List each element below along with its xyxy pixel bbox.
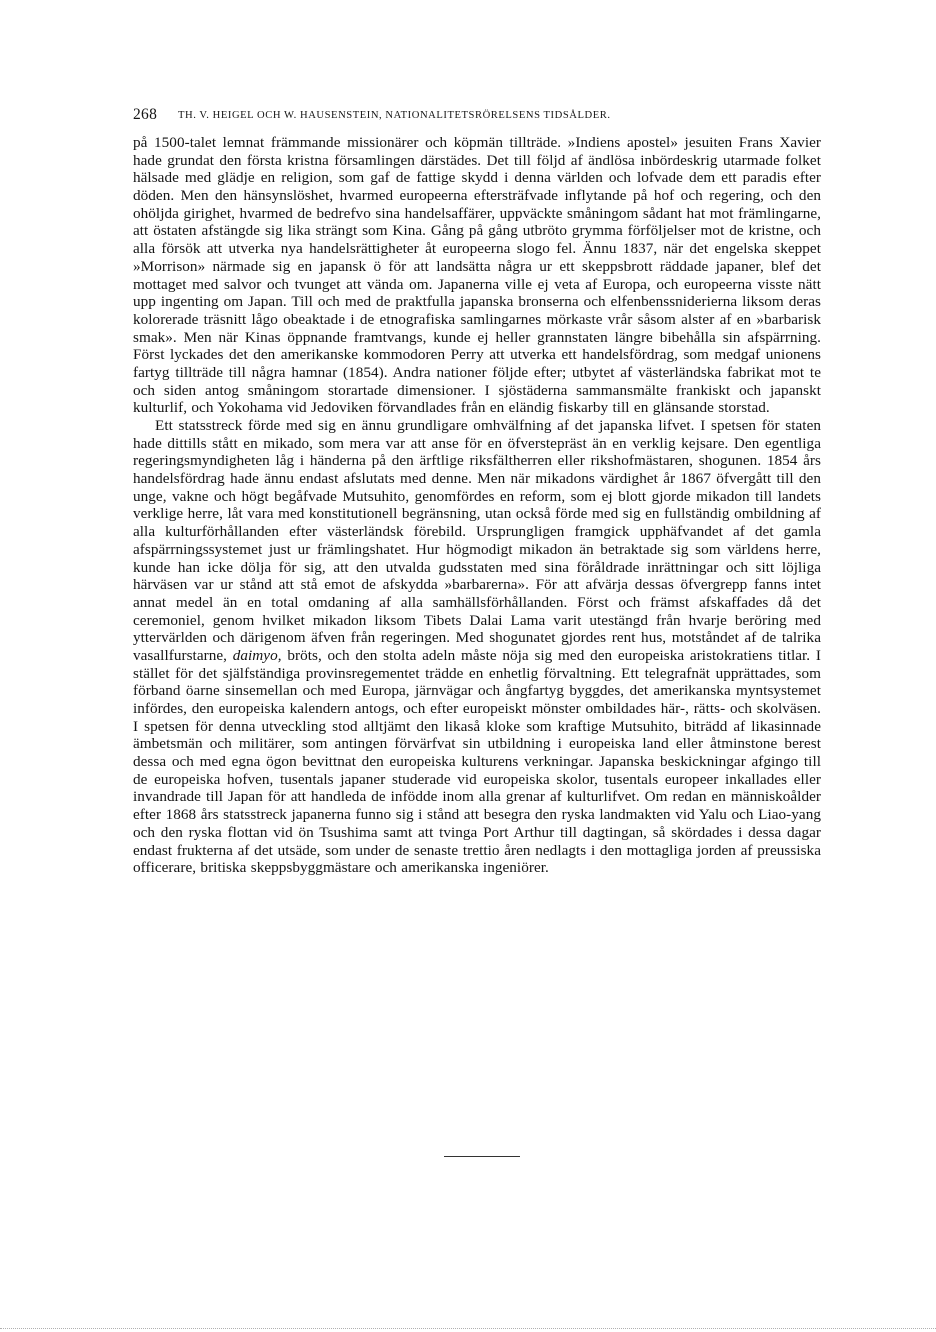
running-head	[133, 105, 823, 125]
paragraph-1	[133, 134, 821, 417]
page-number: 268	[133, 106, 158, 123]
italic-term-daimyo: daimyo	[232, 646, 278, 664]
running-title: TH. V. HEIGEL OCH W. HAUSENSTEIN, NATIONALITETSRÖRELSENS TIDSÅLDER.	[178, 110, 611, 121]
body-text	[133, 134, 821, 877]
paragraph-2	[133, 417, 821, 877]
paragraph-1-text: på 1500-talet lemnat främmande missionärer och köpmän tillträde. »Indiens apostel» jesuiten Frans Xavier hade grundat den första kristna församlingen därstädes. Det till följd af ändlösa inbördeskrig utarmade folket hälsade med glädje en religion, som gaf de fattige skydd i denna världen och lofvade dem ett paradis efter döden. Men den hänsynslöshet, hvarmed europeerna eftersträfvade inflytande på hof och regering, och den ohöljda girighet, hvarmed de bedrefvo sina handelsaffärer, uppväckte småningom sådant hat mot främlingarne, att östaten afstängde sig lika strängt som Kina. Gång på gång utbröto grymma förföljelser mot de kristne, och alla försök att utverka nya handelsrättigheter åt europeerna slogo fel. Ännu 1837, när det engelska skeppet »Morrison» närmade sig en japansk ö för att landsätta några ur ett skeppsbrott räddade japaner, blef det mottaget med salvor och tvunget att vända om. Japanerna ville ej veta af Europa, och europeerna visste nätt upp ingenting om Japan. Till och med de praktfulla japanska bronserna och elfenbenssniderierna liksom deras kolorerade träsnitt lågo obeaktade i de etnografiska samlingarnes mörkaste vrår såsom alster af en »barbarisk smak». Men när Kinas öppnande framtvangs, kunde ej heller grannstaten längre bibehålla sin afspärrning. Först lyckades det den amerikanske kommodoren Perry att utverka ett handelsfördrag, som medgaf unionens fartyg tillträde till några hamnar (1854). Andra nationer följde efter; utbytet af västerländska fabrikat mot te och siden antog småningom storartade dimensioner. I sjöstäderna sammansmälte frankiskt och japanskt kulturlif, och Yokohama vid Jedoviken förvandlades från en eländig fiskarby till en glänsande storstad.	[133, 134, 821, 417]
paragraph-2-text-end: , bröts, och den stolta adeln måste nöja sig med den europeiska aristokratiens titlar. I stället för det själfständiga provinsregementet trädde en enhetlig förvaltning. Ett telegrafnät upprättades, som förband öarne sinsemellan och med Europa, järnvägar och ångfartyg byggdes, det amerikanska myntsystemet infördes, den europeiska kalendern antogs, och efter europeiskt mönster ombildades här-, rätts- och skolväsen. I spetsen för denna utveckling stod alltjämt den likaså kloke som kraftige Mutsuhito, biträdd af likasinnade ämbetsmän och militärer, som antingen förvärfvat sin utbildning i europeiska land eller åtminstone berest dessa och med egna ögon bevittnat den europeiska kulturens verkningar. Japanska beskickningar afgingo till de europeiska hofven, tusentals japaner studerade vid europeiska skolor, tusentals europeer inkallades eller invandrade till Japan för att handleda de infödde inom alla grenar af kulturlifvet. Om redan en människoålder efter 1868 års statsstreck japanerna funno sig i stånd att besegra den ryska landmakten vid Yalu och Liao-yang och den ryska flottan vid ön Tsushima samt att tvinga Port Arthur till dagtingan, så skördades i dessa dagar endast frukterna af det utsäde, som under de senaste trettio åren nedlagts i den mottagliga jorden af preussiska officerare, britiska skeppsbyggmästare och amerikanska ingeniörer.	[133, 646, 821, 877]
paragraph-2-text-start: Ett statsstreck förde med sig en ännu grundligare omhvälfning af det japanska lifvet. I spetsen för staten hade dittills stått en mikado, som mera var att anse för en öfverstepräst än en verklig kejsare. Den egentliga regeringsmyndigheten låg i händerna på den ärftlige riksfältherren eller rikshofmästaren, shogunen. 1854 års handelsfördrag hade ännu endast afslutats med denne. Men när mikadons värdighet år 1867 öfvergått till den unge, vakne och högt begåfvade Mutsuhito, genomfördes en reform, som ej blott gjorde mikadon till landets verklige herre, låt vara med konstitutionell begränsning, utan också förde med sig en fullständig ombildning af alla kulturförhållanden efter västerländsk förebild. Ursprungligen framgick upphäfvandet af det gamla afspärrningssystemet just ur främlingshatet. Hur högmodigt mikadon än betraktade sig som världens herre, kunde han icke dölja för sig, att den utvalda gudsstaten med sina föråldrade inrättningar och sitt löjliga härväsen var ur stånd att stå emot de afskydda »barbarerna». För att afvärja dessas öfvergrepp fanns intet annat medel än en total omdaning af alla samhällsförhållanden. Först och främst afskaffades då det ceremoniel, genom hvilket mikadon liksom Tibets Dalai Lama varit utestängd från hvarje beröring med yttervärlden och därigenom äfven från regeringen. Med shogunatet gjordes rent hus, motståndet af de talrika vasallfurstarne,	[133, 417, 821, 664]
section-end-rule	[444, 1156, 520, 1157]
scan-edge-artifact	[0, 1328, 936, 1330]
